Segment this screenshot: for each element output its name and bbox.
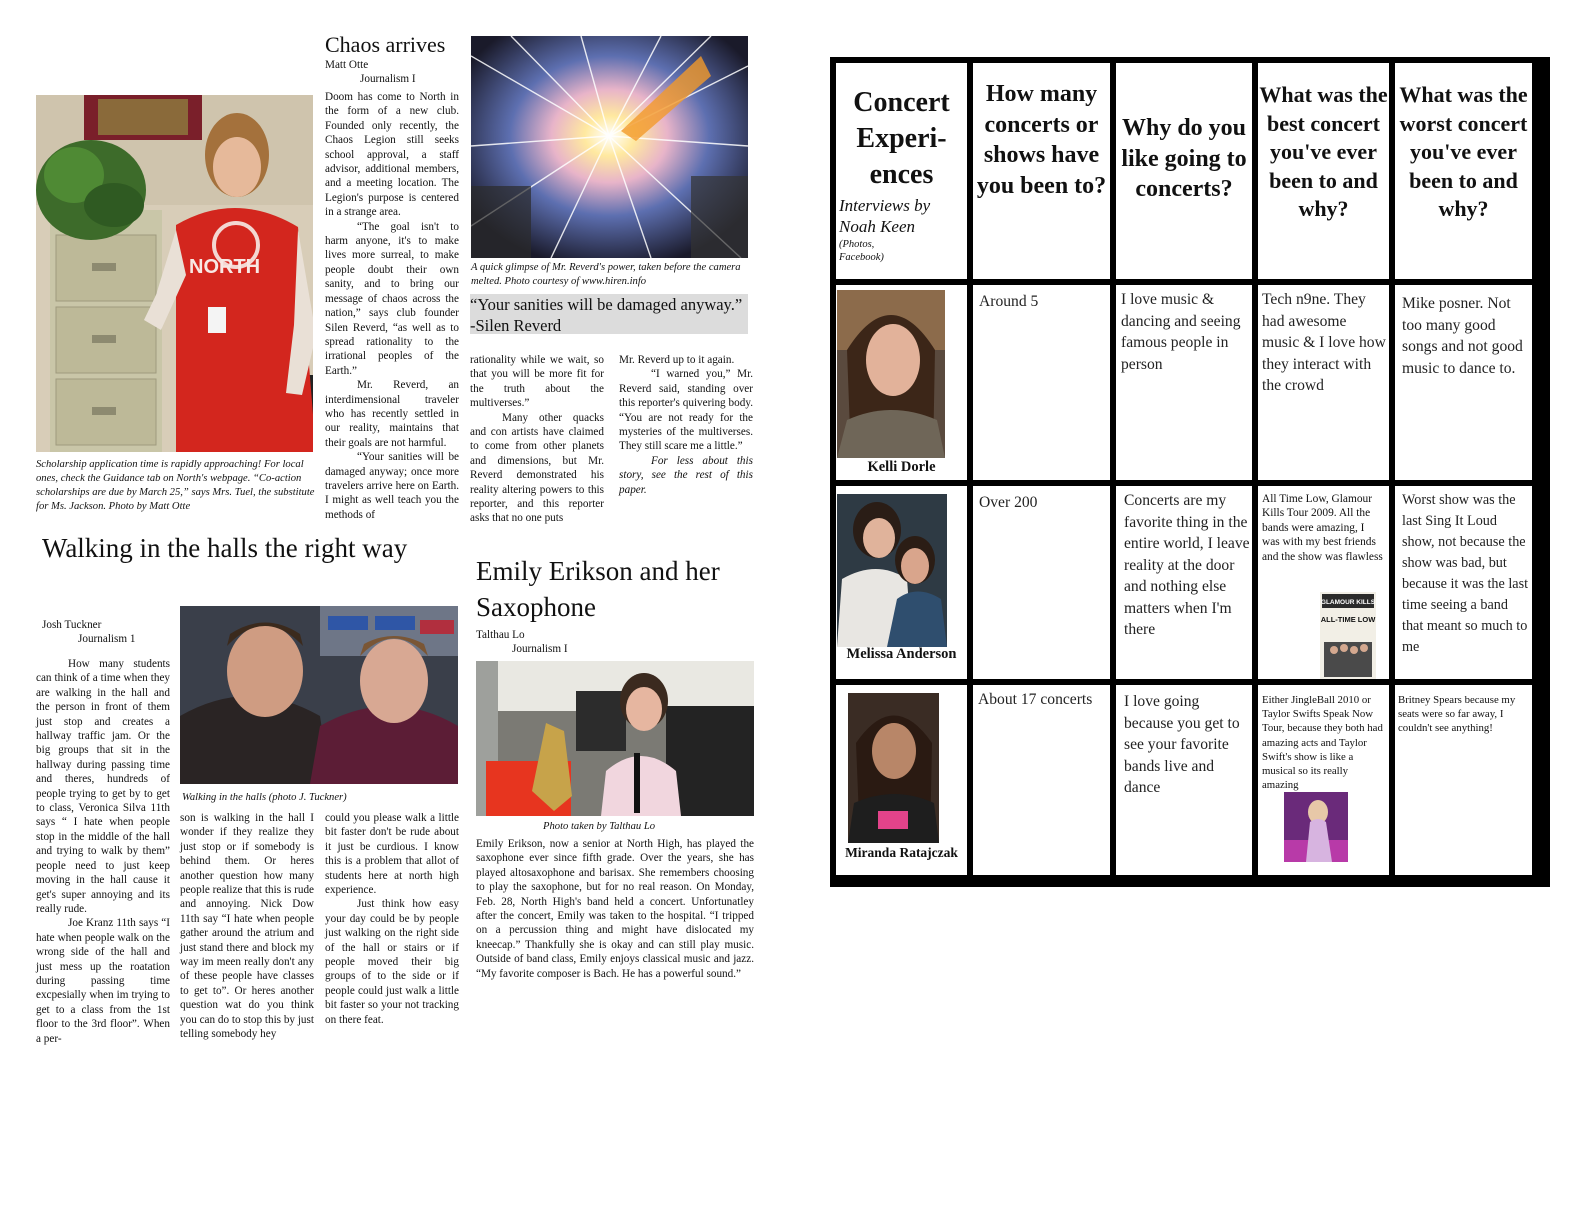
table-row (836, 685, 967, 875)
explosion-photo (471, 36, 748, 258)
chaos-author: Matt Otte (325, 59, 369, 71)
chaos-title: Chaos arrives (325, 32, 446, 57)
halls-class: Journalism 1 (78, 633, 136, 645)
chaos-paragraph: Doom has come to North in the form of a new club. Founded only recently, the Chaos Legion still seeks school approval, a staff advisor, additional members, and a meeting location. The Legion's purpose is centered in a strange area. (325, 91, 459, 219)
explosion-caption: A quick glimpse of Mr. Reverd's power, taken before the camera melted. Photo courtesy of www.hiren.info (471, 262, 741, 287)
question-text: What was the best concert you've ever been to and why? (1259, 82, 1388, 221)
table-cell (973, 486, 1110, 679)
halls-paragraph: Just think how easy your day could be by people just walking on the right side of the hall or stairs or if people moved their big groups of to the side or if people could just walk a little bit faster so your not tracking on there feat. (325, 898, 459, 1026)
person-name: Melissa Anderson (846, 646, 957, 662)
person-name: Kelli Dorle (867, 459, 936, 475)
halls-paragraph: son is walking in the hall I wonder if they realize they just stop or if somebody is behind them. Or heres another question how many people realize that this is rude and annoying. Nick Dow 11th say “I hate when people gather around the atrium and just stand there and block my way im meen really don't any of these people have classes to get to”. Or heres another question wat do you think you can do to stop this by just telling somebody hey (180, 812, 314, 1041)
chaos-paragraph: Many other quacks and con artists have claimed to come from other planets and dimensions, but Mr. Reverd demonstrated his reality altering powers to this reporter, and this reporter asks that no one puts (470, 411, 604, 525)
chaos-column-1 (325, 90, 459, 522)
answer-best: All Time Low, Glamour Kills Tour 2009. All the bands were amazing, I was with my best friends and the show was flawless (1262, 493, 1383, 563)
avatar (848, 693, 939, 843)
question-header (1116, 63, 1252, 279)
table-title: Concert Experi- ences (853, 87, 950, 190)
pull-quote: “Your sanities will be damaged anyway.” -Silen Reverd (470, 294, 748, 334)
emily-class: Journalism I (512, 643, 568, 655)
emily-photo (476, 661, 754, 816)
halls-column-2 (180, 811, 314, 1042)
chaos-paragraph: “Your sanities will be damaged anyway; once more travelers arrive here on Earth. I might as well teach you the methods of (325, 451, 459, 521)
table-cell (973, 685, 1110, 875)
table-row (836, 285, 967, 480)
table-cell (1395, 486, 1532, 679)
emily-body: Emily Erikson, now a senior at North High, has played the saxophone ever since fifth grade. Over the years, she has played altosaxophone and barisax. She remembers choosing to play the saxophone, but for no real reason. On Monday, Feb. 28, North High's band held a concert. Unfortunatley after the concert, Emily was taken to the hospital. “I tripped on a percussion thing and might have dislocated my kneecap.” Thankfully she is okay and can still play music. Outside of band class, Emily enjoys classical music and jazz. “My favorite composer is Bach. He has a powerful sound.” (476, 838, 754, 980)
shirt-text: NORTH (189, 256, 261, 278)
table-cell (1258, 486, 1389, 679)
avatar (837, 494, 947, 647)
answer-how-many: Around 5 (979, 293, 1039, 310)
table-photo-credit: (Photos, Facebook) (839, 239, 884, 263)
chaos-paragraph: Mr. Reverd, an interdimensional traveler who has recently settled in our reality, maintains that their goals are not harmful. (325, 379, 459, 449)
table-byline: Interviews by Noah Keen (839, 196, 931, 236)
table-cell (1395, 685, 1532, 875)
halls-photo (180, 606, 458, 784)
chaos-class: Journalism I (360, 73, 416, 85)
halls-column-3 (325, 811, 459, 1027)
table-cell (1258, 285, 1389, 480)
halls-paragraph: could you please walk a little bit faster don't be rude about it just be curdious. I know this is a problem that allot of students here at north high experience. (325, 812, 459, 897)
poster-top-text: GLAMOUR KILLS (1320, 599, 1376, 606)
chaos-paragraph: “I warned you,” Mr. Reverd said, standing over this reporter's quivering body. “You are not ready for the mysteries of the multiverses. They still scare me a little.” (619, 368, 753, 453)
halls-column-1 (36, 657, 170, 1046)
album-poster (1320, 592, 1376, 679)
question-text: How many concerts or shows have you been to? (976, 81, 1107, 199)
chaos-paragraph: “The goal isn't to harm anyone, it's to make lives more surreal, to make people doubt their own sanity, and to bring our message of chaos across the nation,” says club founder Silen Reverd, “as well as to spread rationality to the irrational peoples of the Earth.” (325, 220, 459, 377)
answer-worst: Worst show was the last Sing It Loud show, not because the show was bad, but because it was the last time seeing a band that meant so much to me (1402, 492, 1529, 655)
answer-how-many: About 17 concerts (978, 691, 1093, 708)
halls-paragraph: How many students can think of a time when they are walking in the hall and the person in front of them just stop and creates a hallway traffic jam. Or the big groups that sit in the hallway during passing time and theres, hundreds of people trying to get by to get to class, Veronica Silva 11th says “ I hate when people stop in the middle of the hall and trying to walk by them” people need to just keep moving in the hall cause it get's super annoying and its really rude. (36, 658, 170, 915)
table-cell (1116, 486, 1252, 679)
avatar (837, 290, 945, 458)
answer-why: I love music & dancing and seeing famous people in person (1121, 291, 1241, 373)
answer-best: Either JingleBall 2010 or Taylor Swifts Speak Now Tour, because they both had amazing acts and Taylor Swift's show is like a musical so its really amazing (1262, 694, 1383, 792)
answer-how-many: Over 200 (979, 494, 1038, 511)
scholarship-photo (36, 95, 313, 452)
chaos-column-3 (619, 353, 753, 497)
album-poster (1284, 792, 1348, 862)
answer-best: Tech n9ne. They had awesome music & I love how they interact with the crowd (1262, 291, 1386, 394)
table-title-cell (836, 63, 967, 279)
table-row (836, 486, 967, 679)
chaos-column-2 (470, 353, 604, 526)
person-name: Miranda Ratajczak (845, 845, 958, 860)
emily-title: Emily Erikson and her Saxophone (476, 556, 720, 622)
scholarship-caption: Scholarship application time is rapidly approaching! For local ones, check the Guidance tab on North's webpage. “Co-action scholarships are due by March 25,” says Mrs. Tuel, the substitute for Ms. Jackson. Photo by Matt Otte (36, 459, 315, 512)
answer-why: Concerts are my favorite thing in the entire world, I leave reality at the door and nothing else matters when I'm there (1124, 492, 1250, 638)
halls-photo-caption: Walking in the halls (photo J. Tuckner) (182, 792, 347, 803)
question-text: What was the worst concert you've ever been to and why? (1399, 82, 1528, 221)
answer-why: I love going because you get to see your favorite bands live and dance (1124, 693, 1240, 796)
question-header (1258, 63, 1389, 279)
question-header (973, 63, 1110, 279)
chaos-paragraph: For less about this story, see the rest of this paper. (619, 454, 753, 496)
answer-worst: Britney Spears because my seats were so far away, I couldn't see anything! (1398, 694, 1516, 735)
emily-author: Talthau Lo (476, 629, 525, 641)
question-text: Why do you like going to concerts? (1121, 115, 1247, 202)
table-cell (1116, 285, 1252, 480)
emily-photo-caption: Photo taken by Talthau Lo (543, 821, 656, 832)
halls-title: Walking in the halls the right way (42, 533, 408, 563)
concert-table (830, 57, 1550, 887)
table-cell (1258, 685, 1389, 875)
answer-worst: Mike posner. Not too many good songs and not good music to dance to. (1402, 295, 1523, 377)
table-cell (1116, 685, 1252, 875)
poster-text: ALL-TIME LOW (1320, 615, 1376, 624)
chaos-paragraph: rationality while we wait, so that you will be more fit for the truth about the multiverses.” (470, 354, 604, 410)
halls-paragraph: Joe Kranz 11th says “I hate when people walk on the wrong side of the hall and just mess up the roatation during passing time excpesially when im trying to get to a class from the 1st floor to the 3rd floor”. When a per- (36, 917, 170, 1045)
halls-author: Josh Tuckner (42, 619, 102, 631)
question-header (1395, 63, 1532, 279)
table-cell (973, 285, 1110, 480)
table-cell (1395, 285, 1532, 480)
chaos-paragraph: Mr. Reverd up to it again. (619, 354, 735, 366)
